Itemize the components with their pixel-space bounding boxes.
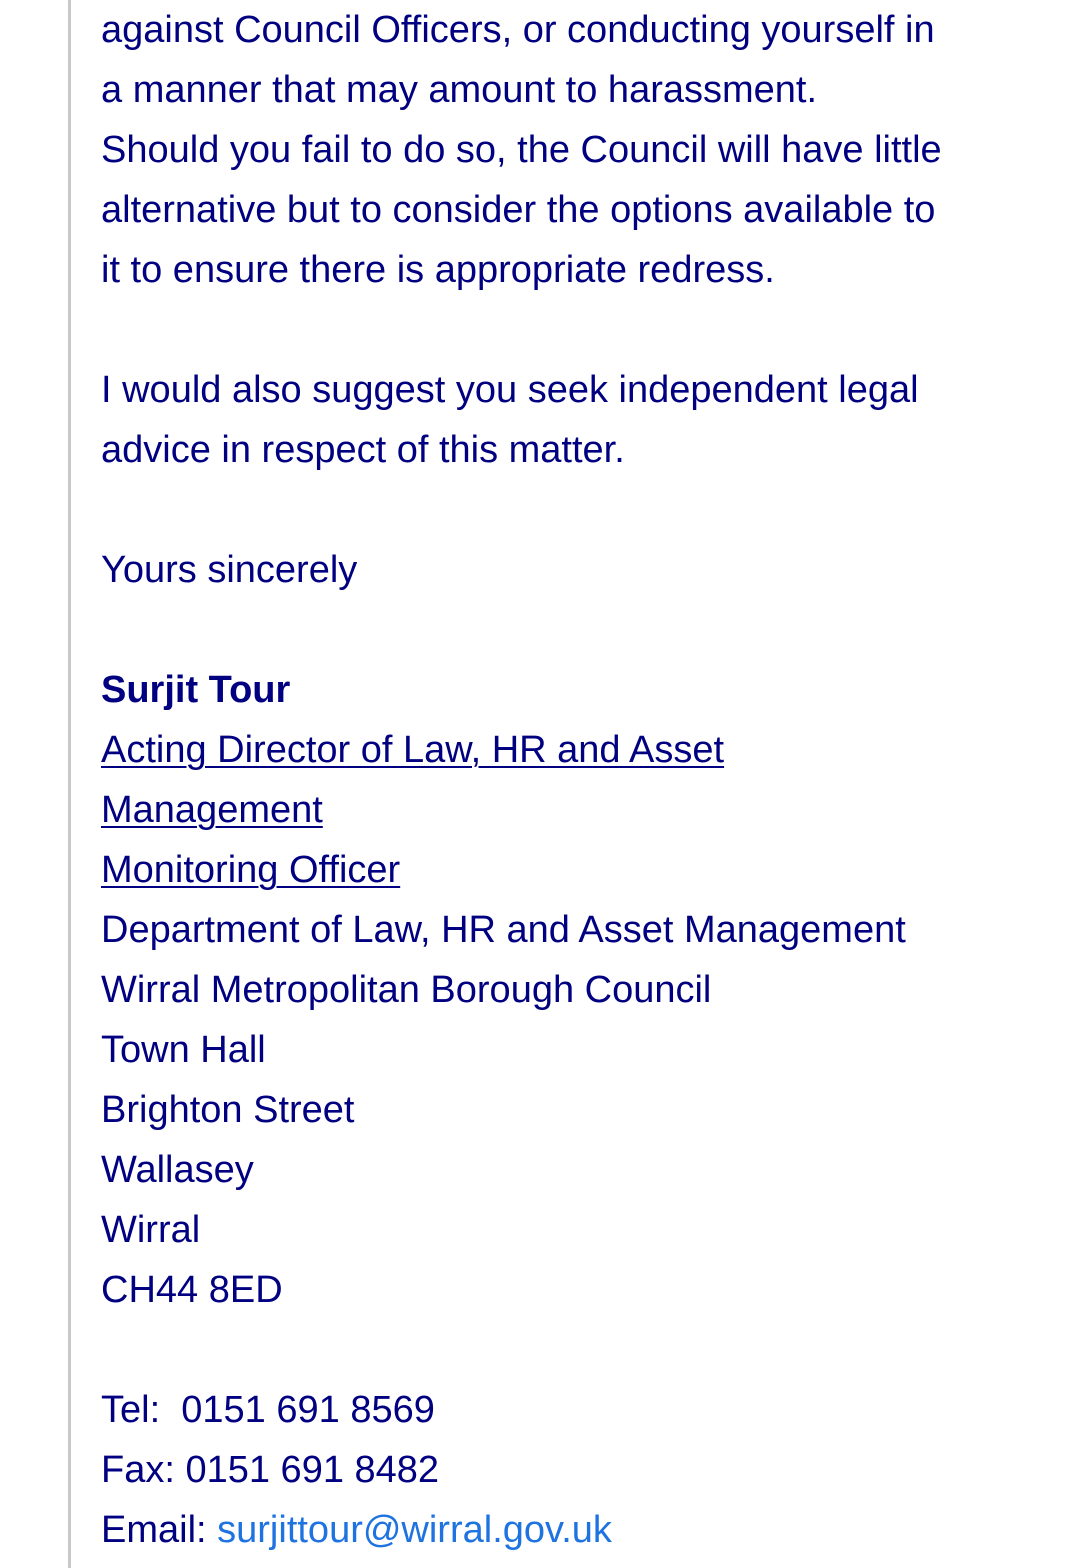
signatory-title-line[interactable]: Management: [101, 789, 323, 831]
quoted-letter: [101, 0, 1061, 1560]
body-line: it to ensure there is appropriate redress.: [101, 249, 775, 291]
body-line: advice in respect of this matter.: [101, 429, 625, 471]
body-line: Should you fail to do so, the Council will have little: [101, 129, 942, 171]
signatory-name: Surjit Tour: [101, 669, 291, 711]
telephone-line: [101, 1380, 1061, 1440]
postcode: CH44 8ED: [101, 1269, 283, 1311]
body-line: alternative but to consider the options available to: [101, 189, 936, 231]
paragraph-gap: [101, 1320, 1061, 1380]
fax-number: 0151 691 8482: [185, 1449, 440, 1491]
signatory-title-link[interactable]: [101, 780, 1061, 840]
fax-label: Fax:: [101, 1449, 175, 1491]
department: Department of Law, HR and Asset Management: [101, 909, 906, 951]
body-line: I would also suggest you seek independent legal: [101, 369, 919, 411]
address-line: Town Hall: [101, 1029, 266, 1071]
signatory-title-link[interactable]: [101, 720, 1061, 780]
paragraph-gap: [101, 600, 1061, 660]
signatory-title-line[interactable]: Acting Director of Law, HR and Asset: [101, 729, 725, 771]
body-line: against Council Officers, or conducting yourself in: [101, 9, 935, 51]
paragraph-gap: [101, 300, 1061, 360]
paragraph-gap: [101, 480, 1061, 540]
email-link[interactable]: surjittour@wirral.gov.uk: [217, 1509, 612, 1551]
address-line: Brighton Street: [101, 1089, 355, 1131]
quote-bar: [68, 0, 71, 1568]
organisation: Wirral Metropolitan Borough Council: [101, 969, 712, 1011]
address-line: Wallasey: [101, 1149, 254, 1191]
closing-line: Yours sincerely: [101, 549, 358, 591]
body-line: a manner that may amount to harassment.: [101, 69, 818, 111]
tel-label: Tel:: [101, 1389, 161, 1431]
email-line: [101, 1500, 1061, 1560]
email-label: Email:: [101, 1509, 207, 1551]
address-line: Wirral: [101, 1209, 201, 1251]
tel-number[interactable]: 0151 691 8569: [181, 1389, 435, 1431]
fax-line: [101, 1440, 1061, 1500]
signatory-role[interactable]: Monitoring Officer: [101, 849, 401, 891]
signatory-role-link[interactable]: [101, 840, 1061, 900]
